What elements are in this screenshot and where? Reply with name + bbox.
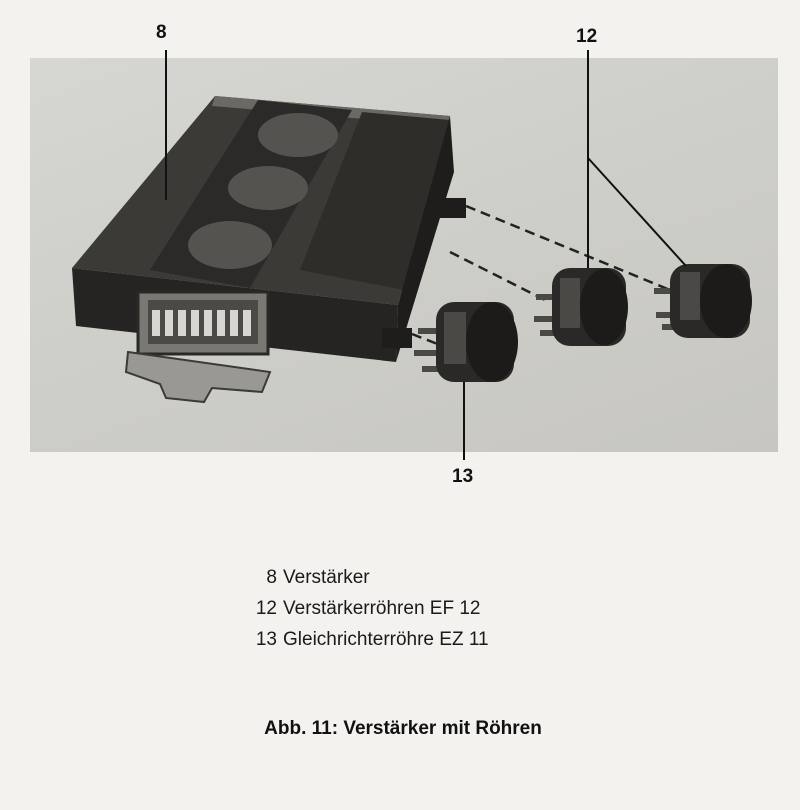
legend-text: Verstärker — [283, 567, 370, 588]
figure-legend — [243, 562, 489, 655]
callout-amplifier: 8 — [156, 22, 167, 43]
amplifier-tube-middle — [534, 268, 628, 346]
legend-number: 13 — [255, 629, 277, 650]
legend-item — [243, 624, 489, 655]
callout-amplifier-tubes: 12 — [576, 26, 598, 47]
legend-text: Gleichrichterröhre EZ 11 — [283, 629, 489, 650]
amplifier-tube-right — [654, 264, 752, 338]
legend-number: 8 — [266, 567, 277, 588]
amplifier-unit — [72, 96, 466, 402]
callout-rectifier-tube: 13 — [452, 466, 474, 487]
legend-number: 12 — [255, 598, 277, 619]
legend-item — [243, 562, 489, 593]
figure-caption: Abb. 11: Verstärker mit Röhren — [264, 718, 542, 739]
legend-text: Verstärkerröhren EF 12 — [283, 598, 481, 619]
legend-item — [243, 593, 489, 624]
